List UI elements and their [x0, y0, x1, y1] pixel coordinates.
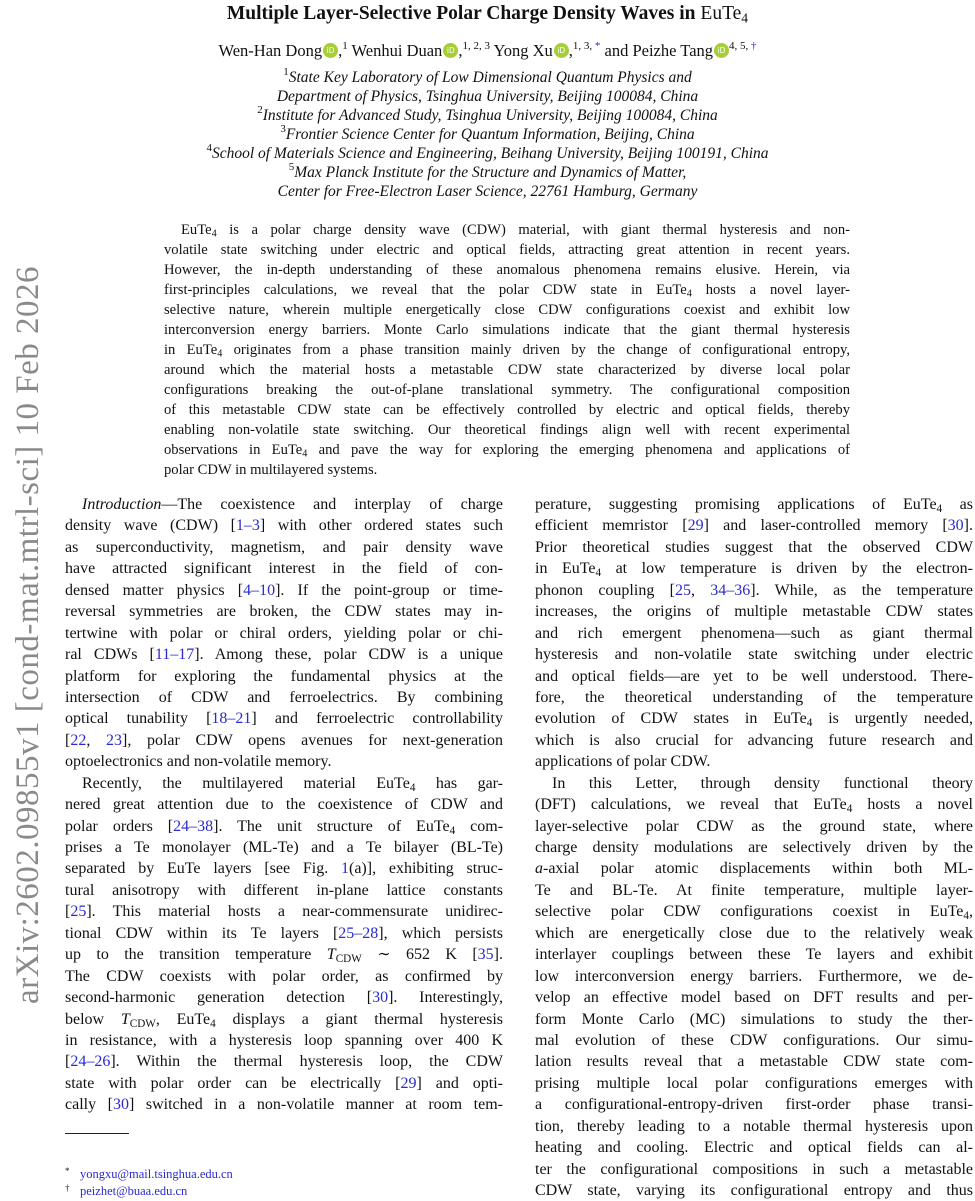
- affiliation: [0, 144, 975, 163]
- abstract-line: EuTe$_4$ is a polar charge density wave (CDW) material, with giant thermal hysteresis and non-: [181, 222, 850, 240]
- affiliation-number: 2: [257, 104, 263, 116]
- text-line: tional CDW within its Te layers [25–28], which persists: [65, 924, 503, 942]
- affiliation-text: School of Materials Science and Engineering, Beihang University, Beijing 100191, China: [211, 145, 769, 162]
- author: [605, 41, 757, 60]
- footnote: * yongxu@mail.tsinghua.edu.cn: [65, 1166, 233, 1181]
- text-line: in resistance, with a hysteresis loop spanning over 400 K: [65, 1031, 503, 1049]
- text-line: prising multiple local polar configurations emerges with: [535, 1074, 973, 1092]
- author: [493, 41, 600, 60]
- text-line: Introduction—The coexistence and interplay of charge: [82, 496, 503, 513]
- author-name: and Peizhe Tang: [604, 41, 714, 60]
- text-line: interlayer couplings between these Te layers and exhibit: [535, 946, 973, 964]
- email-link[interactable]: peizhet@buaa.edu.cn: [80, 1184, 188, 1198]
- affiliation-text: Max Planck Institute for the Structure and Dynamics of Matter,: [294, 164, 687, 181]
- text-line: polar orders [24–38]. The unit structure of EuTe$_4$ com-: [65, 817, 504, 837]
- title-text: Multiple Layer-Selective Polar Charge Density Waves in: [226, 3, 696, 24]
- text-line: below $T_{CDW}$, EuTe$_4$ displays a giant thermal hysteresis: [65, 1010, 503, 1030]
- author-affiliation-marks: [342, 40, 348, 52]
- text-line: charge density modulations are selectively driven by the: [535, 839, 973, 856]
- abstract-line: of this metastable CDW state can be effectively controlled by electric and optical fields, thereby: [164, 402, 850, 418]
- text-line: second-harmonic generation detection [30]. Interestingly,: [65, 989, 504, 1007]
- text-line: heating and cooling. Electric and optical fields can al-: [535, 1139, 973, 1157]
- affiliation-number: 3: [280, 123, 286, 135]
- abstract-line: selective nature, wherein multiple energetically close CDW configurations coexist and exhibit low: [164, 302, 850, 318]
- text-line: ter the configurational compositions in such a metastable: [535, 1160, 973, 1178]
- text-line: densed matter physics [4–10]. If the point-group or time-: [65, 581, 504, 599]
- text-line: [25]. This material hosts a near-commensurate unidirec-: [65, 903, 503, 921]
- abstract-line: interconversion energy barriers. Monte Carlo simulations indicate that the giant thermal hysteresis: [164, 322, 850, 338]
- text-line: platform for exploring the fundamental physics at the: [65, 667, 503, 685]
- text-line: tertwine with polar or chiral orders, yielding polar or chi-: [65, 624, 503, 642]
- email-link[interactable]: yongxu@mail.tsinghua.edu.cn: [80, 1167, 233, 1181]
- corresponding-mark[interactable]: †: [751, 40, 757, 52]
- author-name: Wen-Han Dong: [218, 41, 323, 60]
- author-separator: ,: [338, 41, 343, 60]
- abstract-line: configurations breaking the out-of-plane translational symmetry. The configurational composition: [164, 382, 850, 398]
- text-line: phonon coupling [25, 34–36]. While, as the temperature: [535, 581, 973, 599]
- affiliations: [0, 68, 975, 201]
- body-right-column: [535, 494, 973, 1201]
- text-line: reversal symmetries are broken, the CDW states may in-: [65, 603, 503, 621]
- abstract: [164, 220, 850, 480]
- text-line: [24–26]. Within the thermal hysteresis loop, the CDW: [65, 1053, 503, 1071]
- abstract-line: observations in EuTe$_4$ and pave the way for exploring the emerging phenomena and applications of: [164, 442, 850, 460]
- affiliation-text: State Key Laboratory of Low Dimensional Quantum Physics and: [288, 69, 692, 86]
- footnote: † peizhet@buaa.edu.cn: [65, 1183, 188, 1198]
- orcid-icon[interactable]: iD: [443, 43, 458, 58]
- affiliation-number: 4: [206, 142, 212, 154]
- text-line: which are energetically close due to the relatively weak: [535, 924, 973, 942]
- text-line: hysteresis and non-volatile state switching under electric: [535, 646, 973, 664]
- affiliation: [0, 163, 975, 182]
- abstract-line: in EuTe$_4$ originates from a phase transition mainly driven by the change of configurational entropy,: [164, 342, 850, 360]
- text-line: density wave (CDW) [1–3] with other ordered states such: [65, 517, 503, 535]
- affiliation-text: Department of Physics, Tsinghua University, Beijing 100084, China: [276, 88, 699, 105]
- abstract-line: enabling non-volatile state switching. Our theoretical findings align well with recent experimental: [164, 422, 850, 438]
- author-name: Wenhui Duan: [351, 41, 443, 60]
- text-line: lation results reveal that a metastable CDW state com-: [535, 1053, 973, 1071]
- author-separator: ,: [458, 41, 463, 60]
- author: [352, 41, 490, 60]
- text-line: Te and BL-Te. At finite temperature, multiple layer-: [535, 881, 973, 899]
- abstract-line: around which the material hosts a metastable CDW state characterized by diverse local polar: [164, 362, 850, 378]
- text-line: have attracted significant interest in the field of con-: [65, 560, 503, 578]
- text-line: applications of polar CDW.: [535, 753, 711, 771]
- text-line: increases, the origins of multiple metastable CDW states: [535, 603, 973, 621]
- text-line: fore, the theoretical understanding of the temperature: [535, 688, 973, 706]
- affiliation-numbers: 4, 5,: [729, 40, 752, 52]
- text-line: (DFT) calculations, we reveal that EuTe$_4$ hosts a novel: [535, 796, 974, 815]
- text-line: layer-selective polar CDW as the ground state, where: [535, 817, 973, 835]
- text-line: mal evolution of these CDW configurations. Our simu-: [535, 1031, 973, 1049]
- text-line: nered great attention due to the coexistence of CDW and: [65, 796, 503, 814]
- author-separator: ,: [568, 41, 573, 60]
- affiliation-text: Center for Free-Electron Laser Science, 22761 Hamburg, Germany: [277, 183, 698, 200]
- affiliation-text: Institute for Advanced Study, Tsinghua University, Beijing 100084, China: [262, 107, 718, 124]
- text-line: and optical fields—are yet to be well understood. There-: [535, 667, 973, 685]
- abstract-line: first-principles calculations, we reveal that the polar CDW state in EuTe$_4$ hosts a novel layer-: [164, 282, 850, 300]
- author-affiliation-marks: [462, 40, 490, 52]
- affiliation-number: 1: [283, 66, 289, 78]
- affiliation: [0, 87, 975, 106]
- text-line: perature, suggesting promising applications of EuTe$_4$ as: [535, 496, 973, 515]
- affiliation: [0, 182, 975, 201]
- text-line: [22, 23], polar CDW opens avenues for next-generation: [65, 731, 504, 749]
- paragraph: [535, 494, 973, 773]
- affiliation: [0, 125, 975, 144]
- abstract-line: polar CDW in multilayered systems.: [164, 462, 378, 478]
- body-left-column: [65, 494, 503, 1116]
- affiliation-numbers: 1: [342, 40, 348, 52]
- text-line: The CDW coexists with polar order, as confirmed by: [65, 967, 503, 985]
- author-affiliation-marks: [573, 40, 601, 52]
- text-line: state with polar order can be electrically [29] and opti-: [65, 1074, 503, 1092]
- text-line: separated by EuTe layers [see Fig. 1(a)], exhibiting struc-: [65, 860, 503, 878]
- text-line: cally [30] switched in a non-volatile manner at room tem-: [65, 1096, 503, 1114]
- text-line: prises a Te monolayer (ML-Te) and a Te bilayer (BL-Te): [65, 839, 503, 856]
- paper-title: [0, 2, 975, 26]
- footnotes: [65, 1166, 233, 1200]
- text-line: and rich emergent phenomena—such as giant thermal: [535, 624, 973, 642]
- affiliation-numbers: 1, 2, 3: [462, 40, 490, 52]
- paragraph: [65, 494, 503, 773]
- text-line: a-axial polar atomic displacements within both ML-: [535, 860, 973, 878]
- text-line: tural anisotropy with different in-plane lattice constants: [65, 881, 503, 899]
- orcid-icon[interactable]: iD: [323, 43, 338, 58]
- text-line: selective polar CDW configurations coexist in EuTe$_4$,: [535, 903, 973, 923]
- text-line: up to the transition temperature $T_{CDW}$ ∼ 652 K [35].: [65, 946, 503, 965]
- author-list: [0, 40, 975, 62]
- text-line: form Monte Carlo (MC) simulations to study the ther-: [535, 1010, 973, 1028]
- abstract-line: volatile state switching under electric and optical fields, attracting great attention in recent years.: [164, 242, 850, 258]
- text-line: intersection of CDW and ferroelectrics. By combining: [65, 688, 503, 706]
- footnote-rule: [65, 1133, 129, 1134]
- affiliation: [0, 68, 975, 87]
- text-line: velop an effective model based on DFT results and per-: [535, 989, 973, 1007]
- text-line: CDW state, varying its configurational entropy and thus: [535, 1182, 973, 1199]
- text-line: optoelectronics and non-volatile memory.: [65, 753, 332, 771]
- paragraph: [535, 773, 973, 1201]
- author-name: Yong Xu: [493, 41, 553, 60]
- author: [218, 41, 347, 60]
- affiliation-number: 5: [288, 161, 295, 173]
- text-line: as superconductivity, magnetism, and pair density wave: [65, 538, 503, 556]
- title-chemical: EuTe$_4$: [700, 3, 749, 26]
- text-line: ral CDWs [11–17]. Among these, polar CDW is a unique: [65, 646, 503, 664]
- orcid-icon[interactable]: iD: [554, 43, 569, 58]
- author-affiliation-marks: [729, 40, 757, 52]
- corresponding-mark[interactable]: *: [594, 40, 601, 52]
- text-line: Recently, the multilayered material EuTe$_4$ has gar-: [82, 774, 504, 794]
- text-line: evolution of CDW states in EuTe$_4$ is urgently needed,: [535, 710, 973, 730]
- abstract-line: However, the in-depth understanding of these anomalous phenomena remains elusive. Herein, via: [164, 262, 850, 278]
- text-line: In this Letter, through density functional theory: [552, 774, 973, 792]
- orcid-icon[interactable]: iD: [714, 43, 729, 58]
- paragraph: [65, 773, 503, 1116]
- text-line: low interconversion energy barriers. Furthermore, we de-: [535, 967, 973, 985]
- text-line: in EuTe$_4$ at low temperature is driven by the electron-: [535, 560, 973, 580]
- text-line: optical tunability [18–21] and ferroelectric controllability: [65, 710, 503, 728]
- text-line: tion, thereby leading to a notable thermal hysteresis upon: [535, 1117, 973, 1135]
- text-line: efficient memristor [29] and laser-controlled memory [30].: [535, 517, 973, 535]
- affiliation: [0, 106, 975, 125]
- affiliation-text: Frontier Science Center for Quantum Information, Beijing, China: [285, 126, 695, 143]
- text-line: Prior theoretical studies suggest that the observed CDW: [535, 538, 973, 556]
- affiliation-numbers: 1, 3,: [572, 40, 595, 52]
- text-line: a configurational-entropy-driven first-order phase transi-: [535, 1096, 973, 1114]
- arxiv-identifier: arXiv:2602.09855v1 [cond-mat.mtrl-sci] 10 Feb 2026: [10, 265, 46, 1005]
- text-line: which is also crucial for advancing future research and: [535, 731, 973, 749]
